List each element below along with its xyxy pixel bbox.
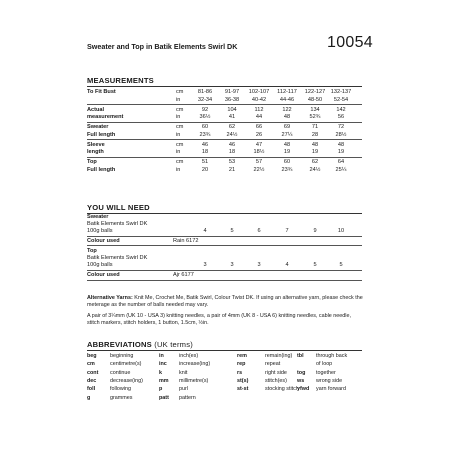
abbreviation-meaning: together (316, 369, 336, 376)
measurement-value: 47 (255, 141, 263, 148)
measurement-value: 44 (255, 114, 263, 120)
measurement-value: 36-38 (224, 96, 240, 103)
measurement-value: 26 (255, 131, 263, 138)
measurement-value: 91-97 (224, 89, 240, 95)
measurement-value: 21 (228, 166, 236, 173)
abbreviation-meaning: right side (265, 369, 287, 376)
measurement-value: 66 (255, 124, 263, 130)
colour-label: Colour used (87, 272, 120, 278)
abbreviation-meaning: following (110, 386, 131, 393)
row-label: Actual (87, 106, 105, 113)
colour-value: Ajr 6177 (173, 272, 194, 278)
abbreviation-meaning: knit (179, 369, 188, 376)
measurement-value: 23¾ (199, 131, 211, 138)
abbreviation-key: rem (237, 353, 247, 359)
measurement-value: 64 (337, 159, 345, 165)
abbreviation-meaning: increase(ing) (179, 361, 211, 368)
unit-label: cm (176, 159, 184, 165)
abbreviation-key: tog (297, 369, 306, 376)
alternative-yarns (87, 295, 363, 309)
ball-count: 5 (339, 262, 343, 268)
abbreviation-key: dec (87, 377, 97, 384)
measurement-value: 53 (228, 159, 236, 165)
abbreviation-key: cont (87, 369, 99, 376)
measurement-value: 46 (228, 141, 236, 148)
abbreviation-key: k (159, 369, 162, 376)
measurement-value: 24½ (309, 166, 321, 173)
measurement-value: 112-117 (277, 89, 297, 95)
measurement-value: 104 (227, 106, 237, 113)
ball-count: 7 (285, 228, 289, 234)
measurement-value: 48 (283, 114, 291, 120)
measurement-value: 24½ (226, 131, 238, 138)
row-label: Top (87, 159, 97, 165)
measurement-value: 122-127 (304, 89, 326, 95)
measurement-value: 122 (282, 106, 292, 113)
abbreviation-key: st(s) (237, 377, 249, 384)
abbreviation-key: tbl (297, 353, 304, 359)
row-label: length (87, 149, 104, 155)
abbreviation-key: inc (159, 361, 167, 368)
abbreviation-meaning: purl (179, 386, 188, 393)
you-will-need-heading: YOU WILL NEED (87, 203, 150, 212)
abbreviation-key: p (159, 386, 163, 393)
measurement-value: 22½ (253, 166, 265, 173)
row-label: Sweater (87, 124, 109, 130)
measurement-value: 23¾ (281, 166, 293, 173)
measurement-value: 142 (336, 106, 346, 113)
ball-count: 9 (313, 228, 317, 234)
abbreviation-meaning: stocking stitch (265, 386, 299, 393)
measurement-value: 134 (310, 106, 320, 113)
garment-name: Sweater (87, 214, 109, 220)
ball-count: 3 (203, 262, 207, 268)
abbreviation-meaning: remain(ing) (265, 353, 293, 359)
measurement-value: 25¼ (335, 166, 347, 173)
ball-count: 3 (257, 262, 261, 268)
measurement-value: 44-46 (279, 96, 295, 103)
abbreviation-meaning: through back (316, 353, 348, 359)
divider (87, 270, 362, 271)
unit-label: in (176, 114, 181, 120)
ball-count: 6 (257, 228, 261, 234)
measurement-value: 132-137 (330, 89, 352, 95)
row-label: Sleeve (87, 141, 105, 148)
ball-unit: 100g balls (87, 262, 113, 268)
abbreviation-key: beg (87, 353, 97, 359)
abbreviation-meaning: of loop (316, 361, 333, 368)
ball-count: 5 (230, 228, 234, 234)
measurement-value: 48 (283, 141, 291, 148)
measurement-value: 92 (201, 106, 209, 113)
row-label: To Fit Bust (87, 89, 116, 95)
divider (87, 86, 362, 87)
abbreviation-key: rep (237, 361, 246, 368)
measurement-value: 27¼ (281, 131, 293, 138)
abbreviation-meaning: wrong side (316, 377, 343, 384)
measurement-value: 28 (311, 131, 319, 138)
measurement-value: 18 (201, 149, 209, 155)
abbreviation-key: st-st (237, 386, 249, 393)
divider (87, 104, 362, 105)
measurement-value: 48 (337, 141, 345, 148)
abbreviation-key: cm (87, 361, 95, 368)
abbreviation-meaning: beginning (110, 353, 134, 359)
measurement-value: 28½ (335, 131, 347, 138)
colour-label: Colour used (87, 238, 120, 244)
alternative-yarns-text: Knit Me, Crochet Me, Batik Swirl, Colour Twist DK. If using an alternative yarn, please check the meterage as the number of balls needed may vary. (87, 295, 363, 308)
measurement-value: 41 (228, 114, 236, 120)
unit-label: cm (176, 106, 184, 113)
measurement-value: 62 (311, 159, 319, 165)
abbreviation-meaning: repeat (265, 361, 281, 368)
garment-name: Top (87, 248, 97, 254)
measurement-value: 102-107 (248, 89, 270, 95)
divider (87, 236, 362, 237)
measurement-value: 52¾ (309, 114, 321, 120)
divider (87, 280, 362, 281)
measurement-value: 18 (228, 149, 236, 155)
divider (87, 122, 362, 123)
ball-count: 4 (203, 228, 207, 234)
measurement-value: 56 (337, 114, 345, 120)
alternative-yarns-label: Alternative Yarns: (87, 295, 133, 301)
measurements-heading: MEASUREMENTS (87, 76, 154, 85)
row-label: Full length (87, 166, 116, 173)
abbreviation-key: foll (87, 386, 96, 393)
row-label: measurement (87, 114, 124, 120)
measurement-value: 32-34 (197, 96, 213, 103)
unit-label: in (176, 96, 181, 103)
measurement-value: 112 (254, 106, 264, 113)
unit-label: cm (176, 124, 184, 130)
pattern-title: Sweater and Top in Batik Elements Swirl DK (87, 42, 238, 51)
abbreviation-meaning: stitch(es) (265, 377, 287, 384)
measurement-value: 48-50 (307, 96, 323, 103)
abbreviation-key: in (159, 353, 164, 359)
abbreviation-key: rs (237, 369, 243, 376)
measurement-value: 62 (228, 124, 236, 130)
divider (87, 350, 362, 351)
abbreviation-key: yfwd (297, 386, 310, 393)
measurement-value: 60 (283, 159, 291, 165)
measurement-value: 57 (255, 159, 263, 165)
abbreviation-meaning: pattern (179, 394, 196, 401)
unit-label: in (176, 166, 181, 173)
measurement-value: 69 (283, 124, 291, 130)
measurement-value: 60 (201, 124, 209, 130)
measurement-value: 19 (283, 149, 291, 155)
unit-label: cm (176, 89, 184, 95)
abbreviation-meaning: yarn forward (316, 386, 346, 393)
divider (87, 245, 362, 246)
measurement-value: 20 (201, 166, 209, 173)
yarn-name: Batik Elements Swirl DK (87, 255, 148, 261)
ball-count: 5 (313, 262, 317, 268)
abbreviation-key: patt (159, 394, 169, 401)
measurement-value: 81-86 (197, 89, 213, 95)
measurement-value: 36½ (199, 114, 211, 120)
abbreviation-meaning: continue (110, 369, 131, 376)
row-label: Full length (87, 131, 116, 138)
extras-text: A pair of 3¼mm (UK 10 - USA 3) knitting needles, a pair of 4mm (UK 8 - USA 6) knitting needles, cable needle, stitch markers, stitch holders, 1 button, 1.5cm, ½in. (87, 313, 351, 326)
abbreviation-key: g (87, 394, 91, 401)
measurement-value: 72 (337, 124, 345, 130)
abbreviation-meaning: inch(es) (179, 353, 199, 359)
measurement-value: 46 (201, 141, 209, 148)
divider (87, 139, 362, 140)
ball-unit: 100g balls (87, 228, 113, 234)
pattern-page (87, 0, 377, 450)
abbreviation-key: ws (297, 377, 305, 384)
divider (87, 157, 362, 158)
measurement-value: 19 (311, 149, 319, 155)
ball-count: 3 (230, 262, 234, 268)
ball-count: 4 (285, 262, 289, 268)
unit-label: in (176, 149, 181, 155)
abbreviation-key: mm (159, 377, 169, 384)
measurement-value: 40-42 (251, 96, 267, 103)
yarn-name: Batik Elements Swirl DK (87, 221, 148, 227)
colour-value: Rain 6172 (173, 238, 199, 244)
measurement-value: 71 (311, 124, 319, 130)
measurement-value: 48 (311, 141, 319, 148)
ball-count: 10 (337, 228, 345, 234)
abbreviation-meaning: millimetre(s) (179, 377, 209, 384)
measurement-value: 51 (201, 159, 209, 165)
unit-label: cm (176, 141, 184, 148)
abbreviation-meaning: centimetre(s) (110, 361, 142, 368)
pattern-code: 10054 (327, 34, 373, 51)
abbreviations-heading: ABBREVIATIONS (UK terms) (87, 340, 193, 349)
unit-label: in (176, 131, 181, 138)
measurement-value: 18½ (253, 149, 265, 155)
divider (87, 213, 362, 214)
abbreviation-meaning: decrease(ing) (110, 377, 143, 384)
measurement-value: 52-54 (333, 96, 349, 103)
abbreviation-meaning: grammes (110, 394, 133, 401)
measurement-value: 19 (337, 149, 345, 155)
